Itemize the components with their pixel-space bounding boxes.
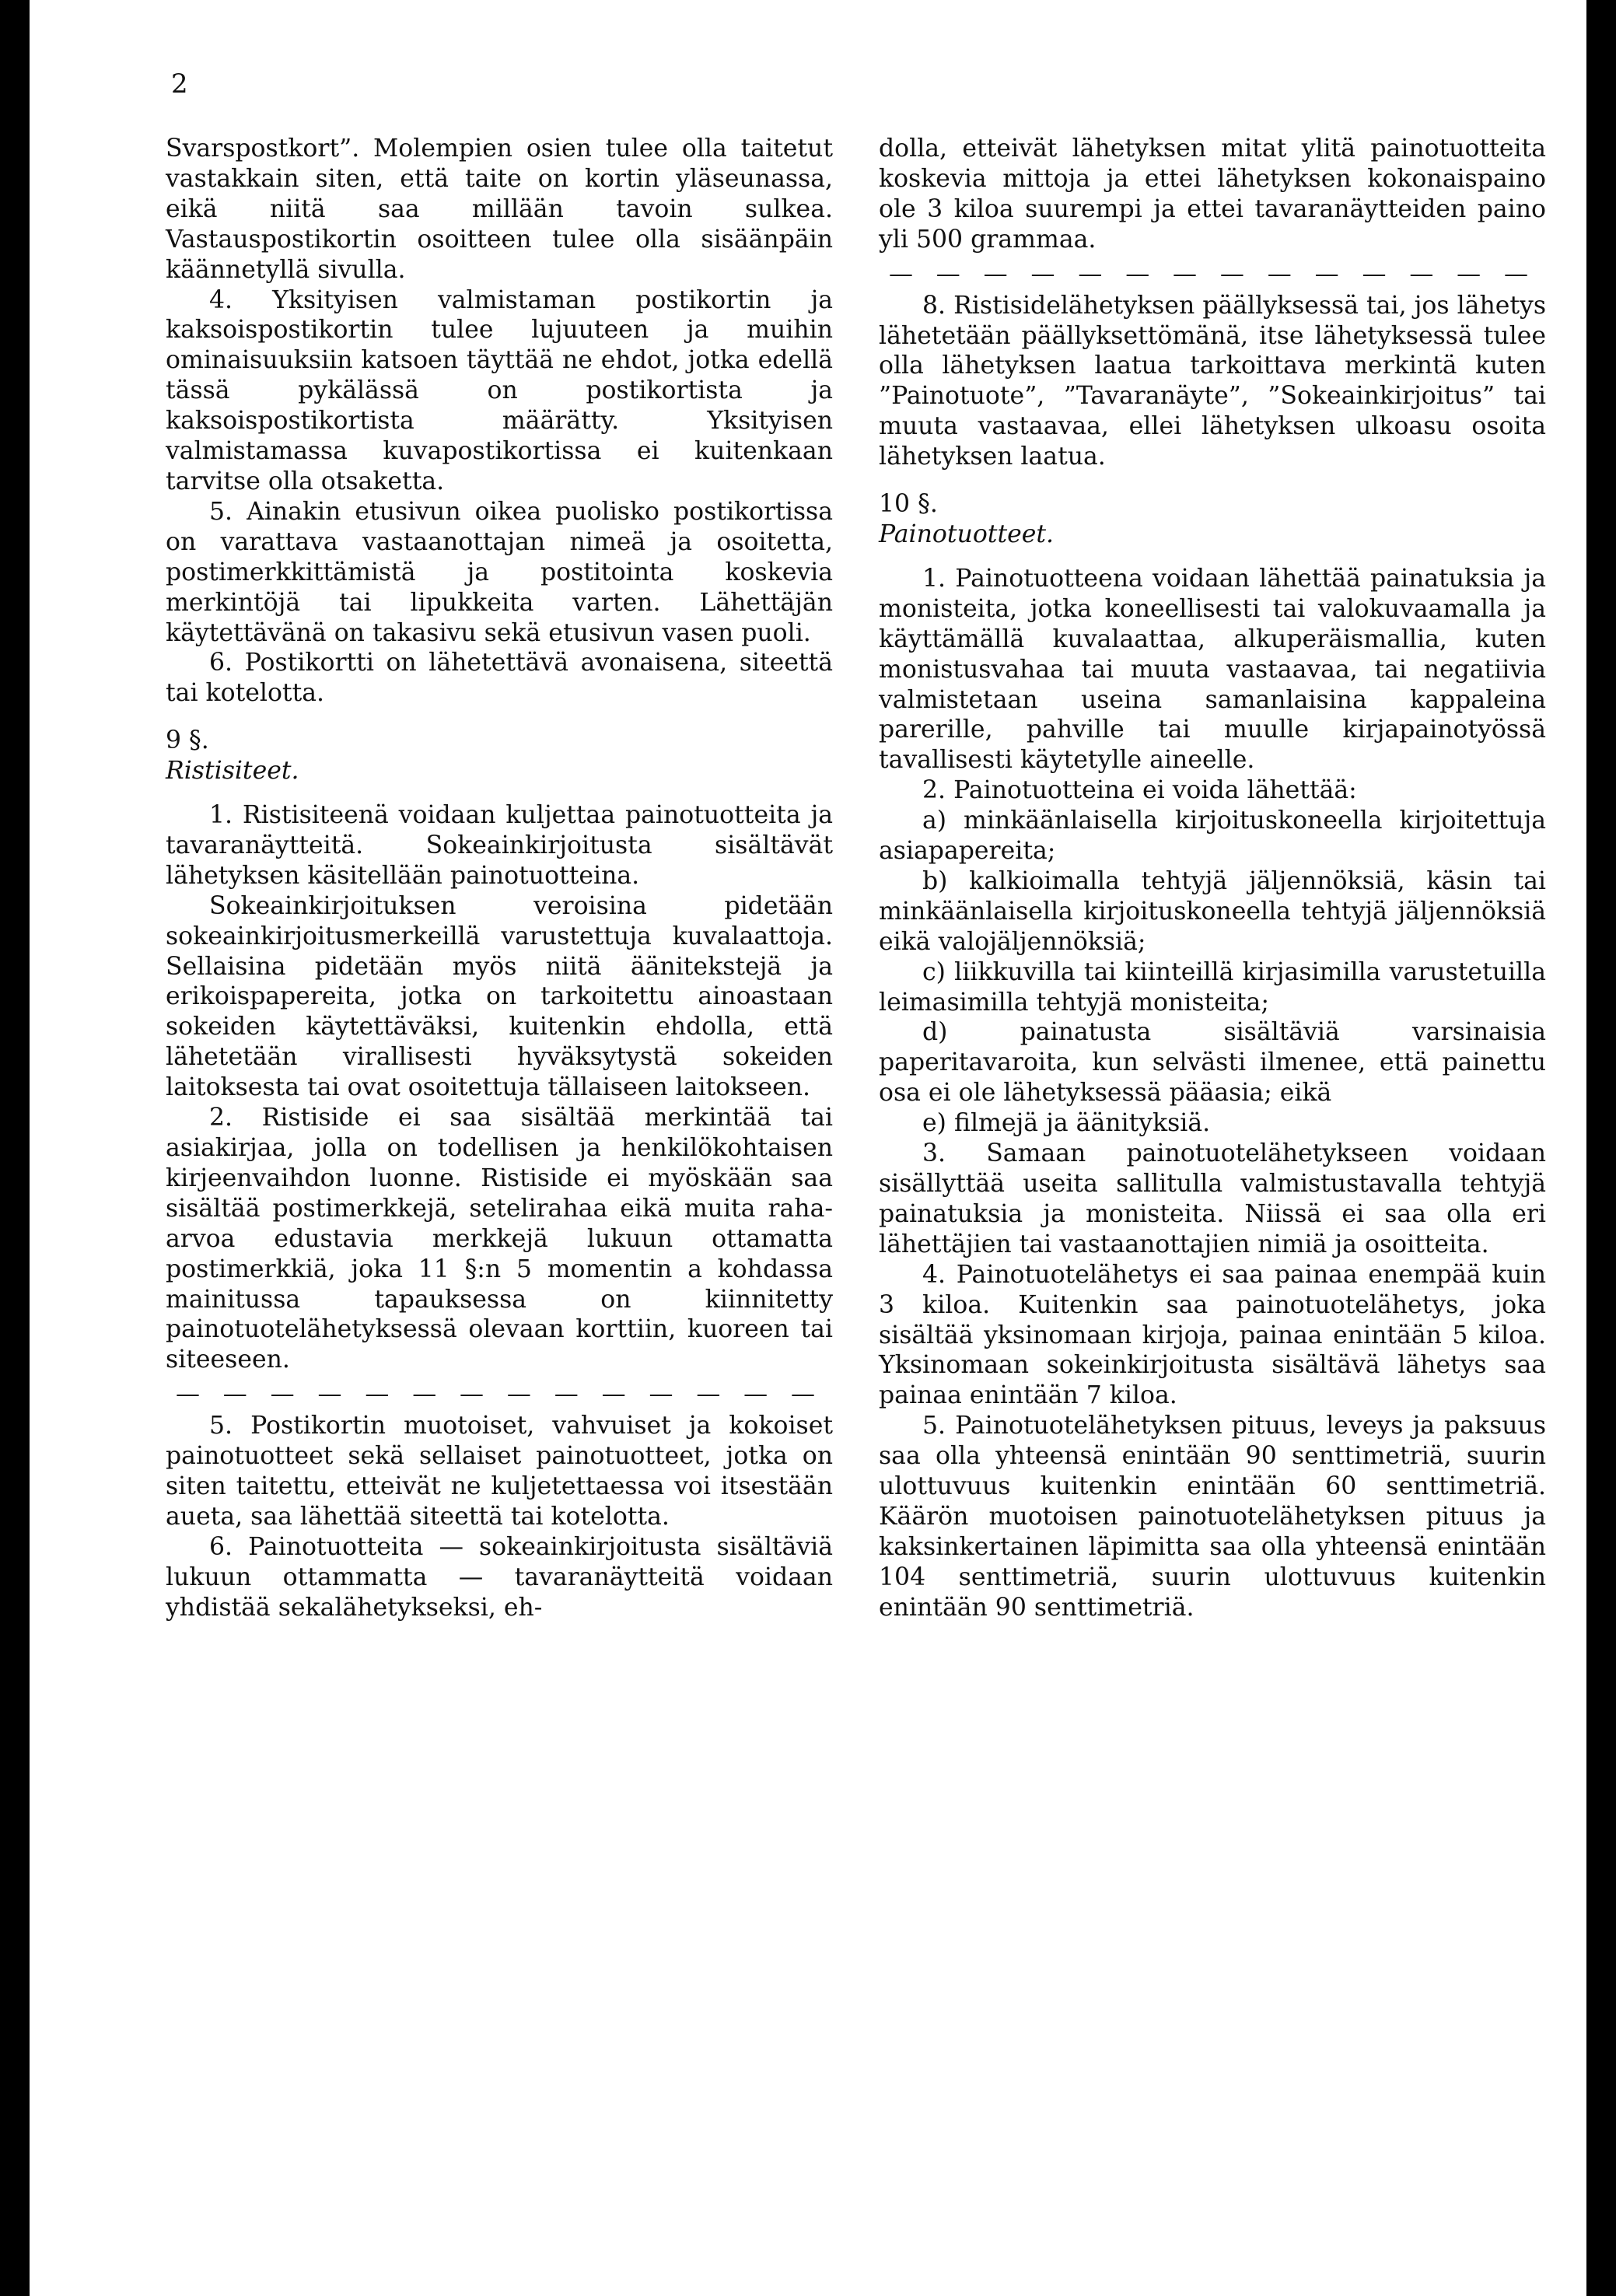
omission-dashes: — — — — — — — — — — — — — — xyxy=(888,259,1537,288)
page-number: 2 xyxy=(171,68,188,100)
list-item: b) kalkioimalla tehtyjä jäljennöksiä, käsin tai minkäänlaisella kirjoituskoneella tehtyjä jäljennöksiä eikä valojäljennöksiä; xyxy=(879,866,1546,956)
right-column xyxy=(879,134,1546,1623)
section-number: 9 §. xyxy=(166,726,209,755)
paragraph: 4. Yksityisen valmistaman postikortin ja kaksoispostikortin tulee lujuuteen ja muihin ominaisuuksiin katsoen täyttää ne ehdot, jotka edellä tässä pykälässä on postikortista ja kaksoispostikortista määrätty. Yksityisen valmistamassa kuvapostikortissa ei kuitenkaan tarvitse olla otsaketta. xyxy=(166,285,833,495)
list-item: e) filmejä ja äänityksiä. xyxy=(922,1109,1211,1138)
omission-dashes: — — — — — — — — — — — — — — xyxy=(175,1380,824,1409)
list-item: d) painatusta sisältäviä varsinaisia paperitavaroita, kun selvästi ilmenee, että painettu osa ei ole lähetyksessä pääasia; eikä xyxy=(879,1018,1546,1108)
paragraph: 6. Postikortti on lähetettävä avonaisena, siteettä tai kotelotta. xyxy=(166,649,833,708)
paragraph: 5. Painotuotelähetyksen pituus, leveys ja paksuus saa olla yhteensä enintään 90 senttimetriä, suurin ulottuvuus kuitenkin enintään 60 senttimetriä. Käärön muotoisen painotuotelähetyksen pituus ja kaksinkertainen läpimitta saa olla yhteensä enintään 104 senttimetriä, suurin ulottuvuus kuitenkin enintään 90 senttimetriä. xyxy=(879,1412,1546,1622)
paragraph: 1. Ristisiteenä voidaan kuljettaa painotuotteita ja tavaranäytteitä. Sokeainkirjoitusta sisältävät lähetyksen käsitellään painotuotteina. xyxy=(166,801,833,890)
list-item: a) minkäänlaisella kirjoituskoneella kirjoitettuja asiapapereita; xyxy=(879,807,1546,866)
paragraph: 5. Ainakin etusivun oikea puolisko postikortissa on varattava vastaanottajan nimeä ja osoitetta, postimerkkittämistä ja postitointa koskevia merkintöjä tai lipukkeita varten. Lähettäjän käytettävänä on takasivu sekä etusivun vasen puoli. xyxy=(166,497,833,647)
paragraph: 3. Samaan painotuotelähetykseen voidaan sisällyttää useita sallitulla valmistustavalla tehtyjä painatuksia ja monisteita. Niissä ei saa olla eri lähettäjien tai vastaanottajien nimiä ja osoitteita. xyxy=(879,1139,1546,1258)
paragraph: 2. Ristiside ei saa sisältää merkintää tai asiakirjaa, jolla on todellisen ja henkilökohtaisen kirjeenvaihdon luonne. Ristiside ei myöskään saa sisältää postimerkkejä, setelirahaa eikä muita raha-arvoa edustavia merkkejä lukuun ottamatta postimerkkiä, joka 11 §:n 5 momentin a kohdassa mainitussa tapauksessa on kiinnitetty painotuotelähetyksessä olevaan korttiin, kuoreen tai siteeseen. xyxy=(166,1104,833,1374)
section-number: 10 §. xyxy=(879,490,938,519)
left-column xyxy=(166,134,833,1623)
section-title: Painotuotteet. xyxy=(879,520,1055,548)
paragraph: 6. Painotuotteita — sokeainkirjoitusta sisältäviä lukuun ottammatta — tavaranäytteitä voidaan yhdistää sekalähetykseksi, eh- xyxy=(166,1532,833,1622)
section-title: Ristisiteet. xyxy=(166,757,299,786)
document-page xyxy=(30,0,1586,2296)
paragraph: 8. Ristisidelähetyksen päällyksessä tai, jos lähetys lähetetään päällyksettömänä, itse lähetyksessä tulee olla lähetyksen laatua tarkoittava merkintä kuten ”Painotuote”, ”Tavaranäyte”, ”Sokeainkirjoitus” tai muuta vastaavaa, ellei lähetyksen ulkoasu osoita lähetyksen laatua. xyxy=(879,291,1546,471)
paragraph: 2. Painotuotteina ei voida lähettää: xyxy=(922,776,1357,805)
list-item: c) liikkuvilla tai kiinteillä kirjasimilla varustetuilla leimasimilla tehtyjä monisteita; xyxy=(879,957,1546,1017)
paragraph: 5. Postikortin muotoiset, vahvuiset ja kokoiset painotuotteet sekä sellaiset painotuotteet, jotka on siten taitettu, etteivät ne kuljetettaessa voi itsestään aueta, saa lähettää siteettä tai kotelotta. xyxy=(166,1412,833,1531)
paragraph: Svarspostkort”. Molempien osien tulee olla taitetut vastakkain siten, että taite on kortin yläseunassa, eikä niitä saa millään tavoin sulkea. Vastauspostikortin osoitteen tulee olla sisäänpäin käännetyllä sivulla. xyxy=(166,135,833,284)
paragraph: dolla, etteivät lähetyksen mitat ylitä painotuotteita koskevia mittoja ja ettei lähetyksen kokonaispaino ole 3 kiloa suurempi ja ettei tavaranäytteiden paino yli 500 grammaa. xyxy=(879,135,1546,254)
paragraph: 4. Painotuotelähetys ei saa painaa enempää kuin 3 kiloa. Kuitenkin saa painotuotelähetys, joka sisältää yksinomaan kirjoja, painaa enintään 5 kiloa. Yksinomaan sokeinkirjoitusta sisältävä lähetys saa painaa enintään 7 kiloa. xyxy=(879,1260,1546,1410)
paragraph: 1. Painotuotteena voidaan lähettää painatuksia ja monisteita, jotka koneellisesti tai valokuvaamalla ja käyttämällä kuvalaattaa, alkuperäismallia, kuten monistusvahaa tai muuta vastaavaa, tai negatiivia valmistetaan useina samanlaisina kappaleina parerille, pahville tai muulle kirjapainotyössä tavallisesti käytetylle aineelle. xyxy=(879,564,1546,775)
paragraph: Sokeainkirjoituksen veroisina pidetään sokeainkirjoitusmerkeillä varustettuja kuvalaattoja. Sellaisina pidetään myös niitä äänitekstejä ja erikoispapereita, jotka on tarkoitettu ainoastaan sokeiden käytettäväksi, kuitenkin ehdolla, että lähetetään virallisesti hyväksytystä sokeiden laitoksesta tai ovat osoitettuja tällaiseen laitokseen. xyxy=(166,891,833,1102)
